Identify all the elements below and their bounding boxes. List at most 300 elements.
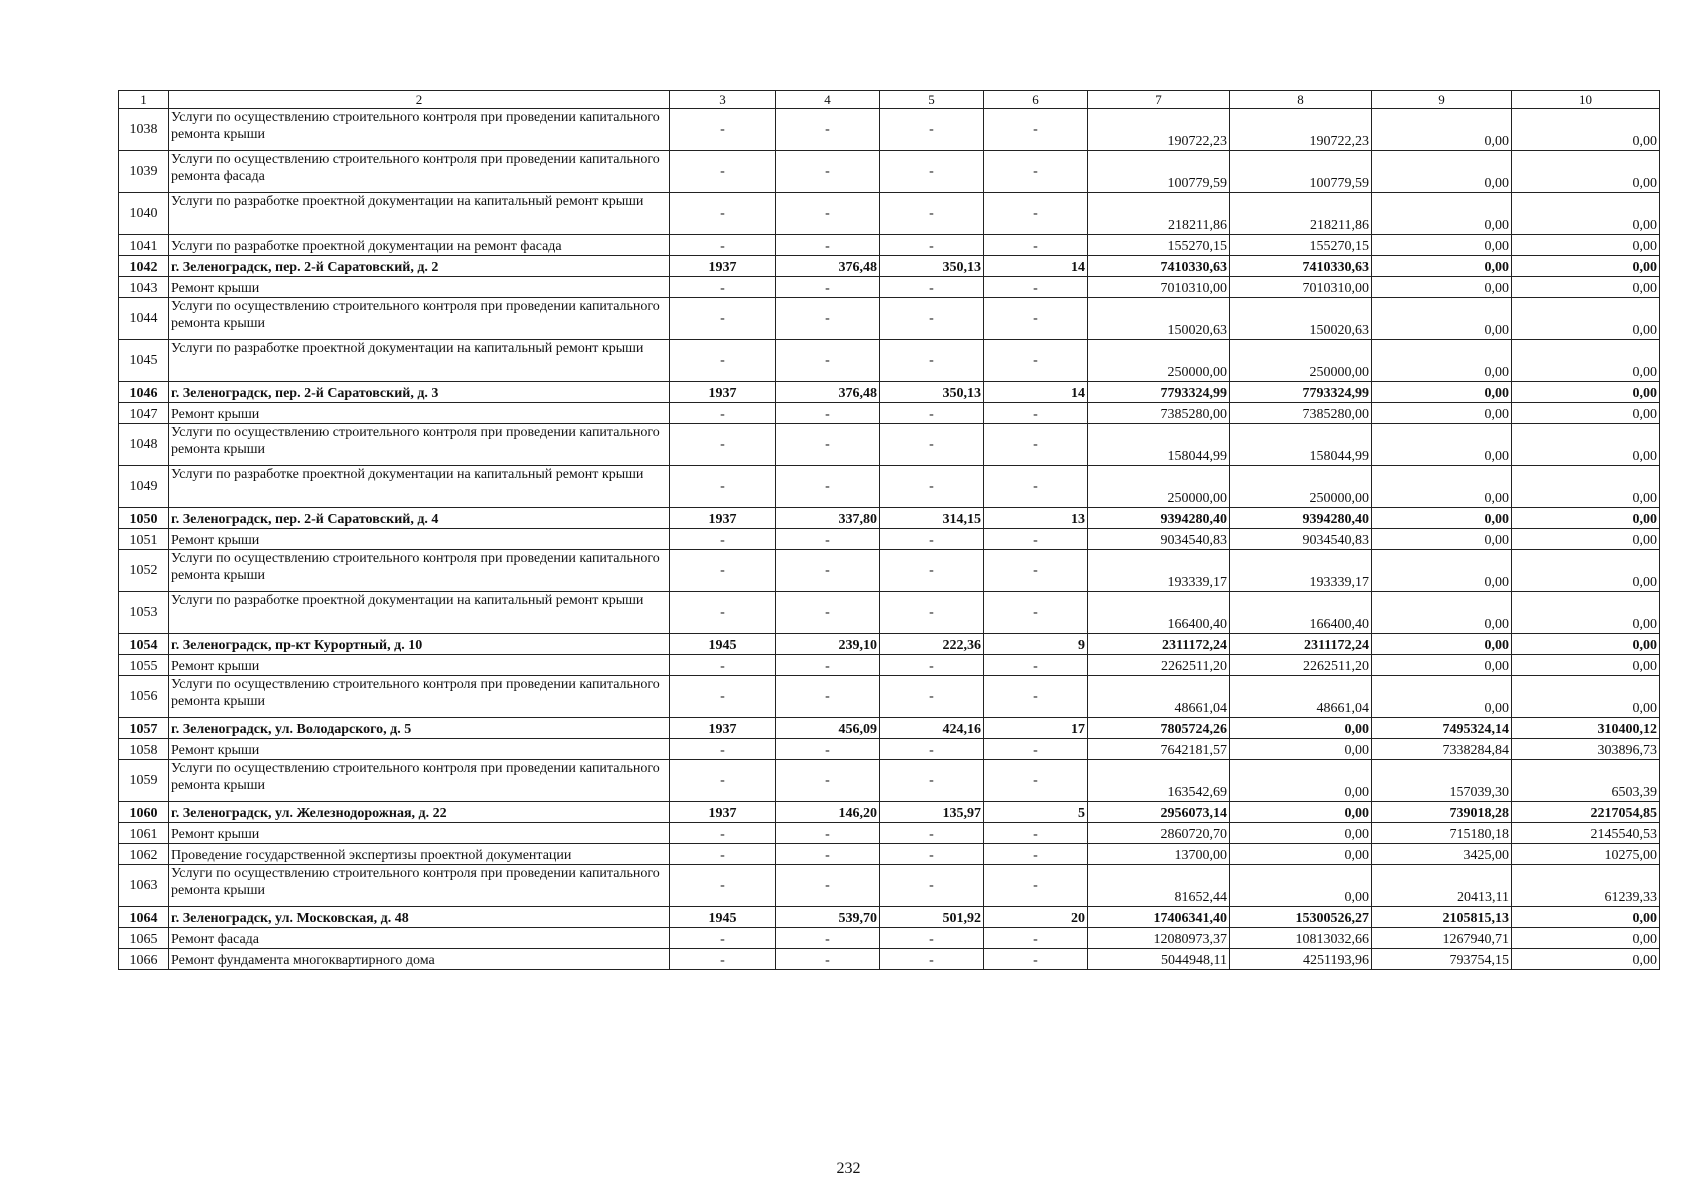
row-number: 1053 [119, 592, 169, 634]
col10-cell: 0,00 [1512, 550, 1660, 592]
col5-cell: - [880, 676, 984, 718]
col9-cell: 0,00 [1372, 382, 1512, 403]
col4-cell: - [776, 466, 880, 508]
row-number: 1064 [119, 907, 169, 928]
item-name: Ремонт фундамента многоквартирного дома [169, 949, 670, 970]
item-name: Услуги по осуществлению строительного контроля при проведении капитального ремонта крыши [169, 760, 670, 802]
row-number: 1048 [119, 424, 169, 466]
col6-cell: 14 [984, 256, 1088, 277]
col6-cell: - [984, 235, 1088, 256]
col4-cell: - [776, 277, 880, 298]
year-cell: - [670, 592, 776, 634]
col6-cell: - [984, 529, 1088, 550]
register-table [118, 90, 1660, 970]
col-header: 2 [169, 91, 670, 109]
year-cell: - [670, 109, 776, 151]
row-number: 1055 [119, 655, 169, 676]
page-number: 232 [836, 1160, 861, 1177]
col9-cell: 0,00 [1372, 298, 1512, 340]
col9-cell: 793754,15 [1372, 949, 1512, 970]
item-name: Услуги по разработке проектной документации на ремонт фасада [169, 235, 670, 256]
row-number: 1065 [119, 928, 169, 949]
year-cell: - [670, 655, 776, 676]
col5-cell: - [880, 340, 984, 382]
item-name: Ремонт крыши [169, 529, 670, 550]
col10-cell: 0,00 [1512, 508, 1660, 529]
col4-cell: - [776, 403, 880, 424]
address-row [119, 256, 1660, 277]
row-number: 1063 [119, 865, 169, 907]
col10-cell: 0,00 [1512, 655, 1660, 676]
col10-cell: 2145540,53 [1512, 823, 1660, 844]
col4-cell: 376,48 [776, 382, 880, 403]
col9-cell: 0,00 [1372, 529, 1512, 550]
col8-cell: 190722,23 [1230, 109, 1372, 151]
col8-cell: 0,00 [1230, 739, 1372, 760]
col5-cell: - [880, 109, 984, 151]
col5-cell: 350,13 [880, 382, 984, 403]
item-name: Услуги по осуществлению строительного контроля при проведении капитального ремонта крыши [169, 550, 670, 592]
item-name: Услуги по разработке проектной документации на капитальный ремонт крыши [169, 340, 670, 382]
item-name: Услуги по осуществлению строительного контроля при проведении капитального ремонта крыши [169, 424, 670, 466]
item-name: Услуги по осуществлению строительного контроля при проведении капитального ремонта крыши [169, 109, 670, 151]
row-number: 1043 [119, 277, 169, 298]
row-number: 1062 [119, 844, 169, 865]
item-name: Ремонт крыши [169, 823, 670, 844]
work-item-row [119, 592, 1660, 634]
item-name: Ремонт крыши [169, 655, 670, 676]
col4-cell: 539,70 [776, 907, 880, 928]
year-cell: - [670, 403, 776, 424]
col9-cell: 0,00 [1372, 550, 1512, 592]
col8-cell: 0,00 [1230, 823, 1372, 844]
total-cost-cell: 2956073,14 [1088, 802, 1230, 823]
col5-cell: - [880, 655, 984, 676]
col9-cell: 20413,11 [1372, 865, 1512, 907]
item-name: Услуги по разработке проектной документации на капитальный ремонт крыши [169, 193, 670, 235]
col6-cell: 5 [984, 802, 1088, 823]
col6-cell: - [984, 151, 1088, 193]
col5-cell: 501,92 [880, 907, 984, 928]
col4-cell: - [776, 865, 880, 907]
col9-cell: 715180,18 [1372, 823, 1512, 844]
col5-cell: - [880, 760, 984, 802]
item-name: Ремонт крыши [169, 277, 670, 298]
col8-cell: 2262511,20 [1230, 655, 1372, 676]
work-item-row [119, 340, 1660, 382]
item-name: Услуги по осуществлению строительного контроля при проведении капитального ремонта крыши [169, 676, 670, 718]
col10-cell: 0,00 [1512, 277, 1660, 298]
col5-cell: - [880, 235, 984, 256]
work-item-row [119, 676, 1660, 718]
col8-cell: 15300526,27 [1230, 907, 1372, 928]
item-name: Услуги по разработке проектной документации на капитальный ремонт крыши [169, 592, 670, 634]
col6-cell: - [984, 760, 1088, 802]
row-number: 1040 [119, 193, 169, 235]
row-number: 1057 [119, 718, 169, 739]
col8-cell: 48661,04 [1230, 676, 1372, 718]
work-item-row [119, 844, 1660, 865]
col10-cell: 2217054,85 [1512, 802, 1660, 823]
address-row [119, 802, 1660, 823]
address-row [119, 634, 1660, 655]
col5-cell: - [880, 151, 984, 193]
row-number: 1066 [119, 949, 169, 970]
row-number: 1054 [119, 634, 169, 655]
col9-cell: 2105815,13 [1372, 907, 1512, 928]
col9-cell: 0,00 [1372, 151, 1512, 193]
col5-cell: - [880, 928, 984, 949]
col-header: 10 [1512, 91, 1660, 109]
item-name: г. Зеленоградск, пер. 2-й Саратовский, д. 3 [169, 382, 670, 403]
year-cell: - [670, 760, 776, 802]
col8-cell: 155270,15 [1230, 235, 1372, 256]
year-cell: - [670, 550, 776, 592]
col-header: 1 [119, 91, 169, 109]
item-name: г. Зеленоградск, пер. 2-й Саратовский, д. 4 [169, 508, 670, 529]
col4-cell: - [776, 424, 880, 466]
col10-cell: 310400,12 [1512, 718, 1660, 739]
work-item-row [119, 760, 1660, 802]
row-number: 1044 [119, 298, 169, 340]
col4-cell: - [776, 193, 880, 235]
col4-cell: - [776, 151, 880, 193]
col8-cell: 10813032,66 [1230, 928, 1372, 949]
col6-cell: - [984, 550, 1088, 592]
year-cell: - [670, 424, 776, 466]
year-cell: - [670, 235, 776, 256]
col8-cell: 0,00 [1230, 844, 1372, 865]
col10-cell: 0,00 [1512, 529, 1660, 550]
col-header: 8 [1230, 91, 1372, 109]
row-number: 1052 [119, 550, 169, 592]
col4-cell: 337,80 [776, 508, 880, 529]
col5-cell: - [880, 739, 984, 760]
col6-cell: - [984, 865, 1088, 907]
col9-cell: 7495324,14 [1372, 718, 1512, 739]
col10-cell: 0,00 [1512, 340, 1660, 382]
col4-cell: - [776, 844, 880, 865]
total-cost-cell: 150020,63 [1088, 298, 1230, 340]
work-item-row [119, 193, 1660, 235]
year-cell: - [670, 823, 776, 844]
col5-cell: - [880, 424, 984, 466]
work-item-row [119, 109, 1660, 151]
col5-cell: 222,36 [880, 634, 984, 655]
col6-cell: 9 [984, 634, 1088, 655]
work-item-row [119, 655, 1660, 676]
col4-cell: - [776, 676, 880, 718]
col8-cell: 0,00 [1230, 760, 1372, 802]
work-item-row [119, 424, 1660, 466]
year-cell: - [670, 340, 776, 382]
col-header: 7 [1088, 91, 1230, 109]
col8-cell: 0,00 [1230, 802, 1372, 823]
address-row [119, 718, 1660, 739]
total-cost-cell: 158044,99 [1088, 424, 1230, 466]
address-row [119, 508, 1660, 529]
total-cost-cell: 9034540,83 [1088, 529, 1230, 550]
col9-cell: 157039,30 [1372, 760, 1512, 802]
col4-cell: - [776, 949, 880, 970]
col5-cell: - [880, 949, 984, 970]
col-header: 9 [1372, 91, 1512, 109]
item-name: Ремонт фасада [169, 928, 670, 949]
col9-cell: 739018,28 [1372, 802, 1512, 823]
col10-cell: 0,00 [1512, 235, 1660, 256]
total-cost-cell: 166400,40 [1088, 592, 1230, 634]
year-cell: 1937 [670, 382, 776, 403]
col6-cell: 14 [984, 382, 1088, 403]
col5-cell: - [880, 277, 984, 298]
col10-cell: 0,00 [1512, 193, 1660, 235]
col8-cell: 4251193,96 [1230, 949, 1372, 970]
col10-cell: 0,00 [1512, 928, 1660, 949]
col4-cell: - [776, 823, 880, 844]
col10-cell: 0,00 [1512, 403, 1660, 424]
year-cell: - [670, 298, 776, 340]
col6-cell: 17 [984, 718, 1088, 739]
row-number: 1039 [119, 151, 169, 193]
col5-cell: - [880, 193, 984, 235]
col4-cell: - [776, 739, 880, 760]
col-header: 4 [776, 91, 880, 109]
col10-cell: 0,00 [1512, 592, 1660, 634]
col6-cell: - [984, 424, 1088, 466]
row-number: 1041 [119, 235, 169, 256]
table-body [119, 91, 1660, 970]
col5-cell: - [880, 550, 984, 592]
col4-cell: - [776, 592, 880, 634]
total-cost-cell: 48661,04 [1088, 676, 1230, 718]
col10-cell: 303896,73 [1512, 739, 1660, 760]
col4-cell: 376,48 [776, 256, 880, 277]
row-number: 1060 [119, 802, 169, 823]
col6-cell: - [984, 403, 1088, 424]
total-cost-cell: 7010310,00 [1088, 277, 1230, 298]
col5-cell: 135,97 [880, 802, 984, 823]
col6-cell: - [984, 928, 1088, 949]
row-number: 1058 [119, 739, 169, 760]
work-item-row [119, 466, 1660, 508]
row-number: 1042 [119, 256, 169, 277]
row-number: 1049 [119, 466, 169, 508]
col9-cell: 0,00 [1372, 508, 1512, 529]
col4-cell: - [776, 655, 880, 676]
col9-cell: 3425,00 [1372, 844, 1512, 865]
total-cost-cell: 100779,59 [1088, 151, 1230, 193]
row-number: 1056 [119, 676, 169, 718]
year-cell: - [670, 529, 776, 550]
col4-cell: - [776, 109, 880, 151]
year-cell: - [670, 193, 776, 235]
total-cost-cell: 218211,86 [1088, 193, 1230, 235]
col6-cell: - [984, 676, 1088, 718]
col9-cell: 0,00 [1372, 403, 1512, 424]
col8-cell: 0,00 [1230, 718, 1372, 739]
col10-cell: 0,00 [1512, 256, 1660, 277]
total-cost-cell: 193339,17 [1088, 550, 1230, 592]
col10-cell: 0,00 [1512, 907, 1660, 928]
col4-cell: 456,09 [776, 718, 880, 739]
col6-cell: - [984, 823, 1088, 844]
total-cost-cell: 2262511,20 [1088, 655, 1230, 676]
work-item-row [119, 865, 1660, 907]
work-item-row [119, 403, 1660, 424]
col6-cell: - [984, 592, 1088, 634]
year-cell: 1945 [670, 907, 776, 928]
col9-cell: 0,00 [1372, 340, 1512, 382]
col8-cell: 0,00 [1230, 865, 1372, 907]
col6-cell: - [984, 193, 1088, 235]
year-cell: - [670, 466, 776, 508]
col6-cell: - [984, 109, 1088, 151]
work-item-row [119, 151, 1660, 193]
row-number: 1046 [119, 382, 169, 403]
year-cell: - [670, 739, 776, 760]
total-cost-cell: 7793324,99 [1088, 382, 1230, 403]
row-number: 1045 [119, 340, 169, 382]
col-header: 6 [984, 91, 1088, 109]
col6-cell: 20 [984, 907, 1088, 928]
column-number-header-row [119, 91, 1660, 109]
col8-cell: 2311172,24 [1230, 634, 1372, 655]
col6-cell: - [984, 739, 1088, 760]
col8-cell: 193339,17 [1230, 550, 1372, 592]
col4-cell: - [776, 529, 880, 550]
col8-cell: 7010310,00 [1230, 277, 1372, 298]
year-cell: 1945 [670, 634, 776, 655]
col8-cell: 9034540,83 [1230, 529, 1372, 550]
col8-cell: 166400,40 [1230, 592, 1372, 634]
year-cell: 1937 [670, 256, 776, 277]
col10-cell: 10275,00 [1512, 844, 1660, 865]
col4-cell: 239,10 [776, 634, 880, 655]
col10-cell: 0,00 [1512, 298, 1660, 340]
address-row [119, 382, 1660, 403]
item-name: г. Зеленоградск, пр-кт Курортный, д. 10 [169, 634, 670, 655]
col5-cell: 314,15 [880, 508, 984, 529]
item-name: Ремонт крыши [169, 739, 670, 760]
col10-cell: 6503,39 [1512, 760, 1660, 802]
item-name: Ремонт крыши [169, 403, 670, 424]
col5-cell: - [880, 865, 984, 907]
total-cost-cell: 155270,15 [1088, 235, 1230, 256]
col9-cell: 0,00 [1372, 109, 1512, 151]
total-cost-cell: 7410330,63 [1088, 256, 1230, 277]
col10-cell: 0,00 [1512, 382, 1660, 403]
year-cell: - [670, 277, 776, 298]
col8-cell: 7385280,00 [1230, 403, 1372, 424]
row-number: 1050 [119, 508, 169, 529]
total-cost-cell: 2860720,70 [1088, 823, 1230, 844]
work-item-row [119, 949, 1660, 970]
col8-cell: 7793324,99 [1230, 382, 1372, 403]
col6-cell: - [984, 466, 1088, 508]
col9-cell: 0,00 [1372, 424, 1512, 466]
item-name: Услуги по разработке проектной документации на капитальный ремонт крыши [169, 466, 670, 508]
col10-cell: 0,00 [1512, 949, 1660, 970]
col4-cell: - [776, 298, 880, 340]
col9-cell: 0,00 [1372, 655, 1512, 676]
work-item-row [119, 277, 1660, 298]
col4-cell: - [776, 550, 880, 592]
col5-cell: - [880, 403, 984, 424]
year-cell: - [670, 928, 776, 949]
total-cost-cell: 250000,00 [1088, 466, 1230, 508]
col8-cell: 150020,63 [1230, 298, 1372, 340]
col8-cell: 158044,99 [1230, 424, 1372, 466]
col9-cell: 0,00 [1372, 235, 1512, 256]
work-item-row [119, 928, 1660, 949]
col9-cell: 0,00 [1372, 466, 1512, 508]
col4-cell: - [776, 928, 880, 949]
col5-cell: - [880, 529, 984, 550]
col6-cell: - [984, 655, 1088, 676]
col9-cell: 0,00 [1372, 256, 1512, 277]
col10-cell: 0,00 [1512, 109, 1660, 151]
col10-cell: 0,00 [1512, 466, 1660, 508]
col9-cell: 0,00 [1372, 277, 1512, 298]
total-cost-cell: 17406341,40 [1088, 907, 1230, 928]
row-number: 1047 [119, 403, 169, 424]
col9-cell: 0,00 [1372, 592, 1512, 634]
col4-cell: - [776, 340, 880, 382]
col6-cell: - [984, 298, 1088, 340]
total-cost-cell: 7805724,26 [1088, 718, 1230, 739]
col4-cell: - [776, 235, 880, 256]
year-cell: 1937 [670, 718, 776, 739]
year-cell: - [670, 865, 776, 907]
col8-cell: 7410330,63 [1230, 256, 1372, 277]
col10-cell: 0,00 [1512, 151, 1660, 193]
col10-cell: 0,00 [1512, 634, 1660, 655]
item-name: Услуги по осуществлению строительного контроля при проведении капитального ремонта крыши [169, 298, 670, 340]
col6-cell: - [984, 277, 1088, 298]
item-name: г. Зеленоградск, ул. Московская, д. 48 [169, 907, 670, 928]
total-cost-cell: 5044948,11 [1088, 949, 1230, 970]
col5-cell: - [880, 823, 984, 844]
col-header: 3 [670, 91, 776, 109]
total-cost-cell: 190722,23 [1088, 109, 1230, 151]
col9-cell: 0,00 [1372, 634, 1512, 655]
col8-cell: 9394280,40 [1230, 508, 1372, 529]
item-name: Услуги по осуществлению строительного контроля при проведении капитального ремонта крыши [169, 865, 670, 907]
row-number: 1038 [119, 109, 169, 151]
year-cell: - [670, 151, 776, 193]
col10-cell: 61239,33 [1512, 865, 1660, 907]
row-number: 1051 [119, 529, 169, 550]
item-name: г. Зеленоградск, ул. Володарского, д. 5 [169, 718, 670, 739]
col4-cell: 146,20 [776, 802, 880, 823]
total-cost-cell: 9394280,40 [1088, 508, 1230, 529]
work-item-row [119, 529, 1660, 550]
item-name: Проведение государственной экспертизы проектной документации [169, 844, 670, 865]
year-cell: 1937 [670, 802, 776, 823]
year-cell: - [670, 676, 776, 718]
col9-cell: 0,00 [1372, 676, 1512, 718]
col10-cell: 0,00 [1512, 424, 1660, 466]
col5-cell: 424,16 [880, 718, 984, 739]
total-cost-cell: 13700,00 [1088, 844, 1230, 865]
total-cost-cell: 81652,44 [1088, 865, 1230, 907]
col4-cell: - [776, 760, 880, 802]
col10-cell: 0,00 [1512, 676, 1660, 718]
total-cost-cell: 250000,00 [1088, 340, 1230, 382]
work-item-row [119, 739, 1660, 760]
row-number: 1059 [119, 760, 169, 802]
col5-cell: - [880, 844, 984, 865]
